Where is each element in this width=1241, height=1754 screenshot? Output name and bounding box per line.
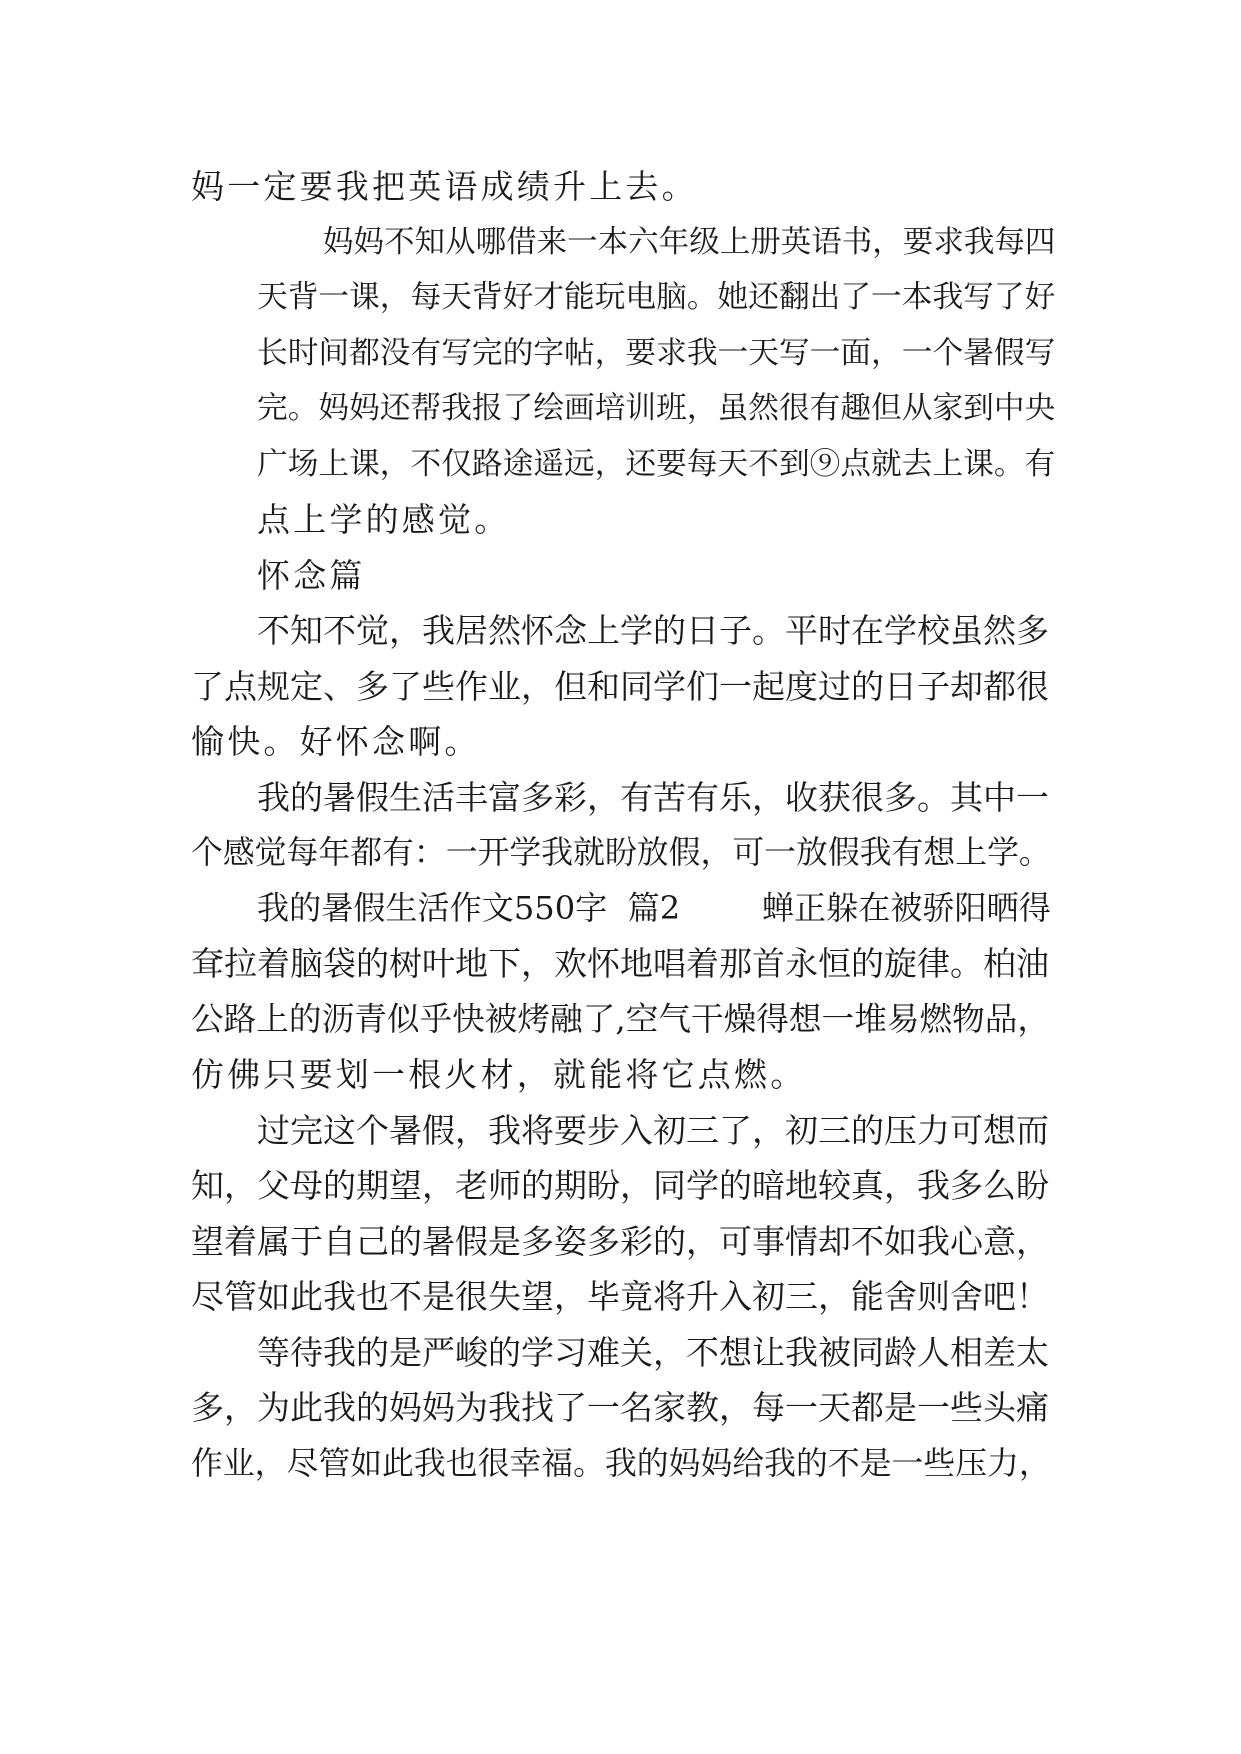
- paragraph-7: [191, 1325, 1051, 1492]
- text-line: 愉快。好怀念啊。: [191, 722, 481, 761]
- paragraph-6: [191, 1103, 1051, 1325]
- text-line: 仿佛只要划一根火材，就能将它点燃。: [191, 1055, 807, 1094]
- text-line: 天背一课，每天背好才能玩电脑。她还翻出了一本我写了好: [257, 279, 1056, 315]
- text-line: 等待我的是严峻的学习难关，不想让我被同龄人相差太: [257, 1332, 1049, 1372]
- paragraph-2: [191, 215, 1056, 548]
- text-line: 长时间都没有写完的字帖，要求我一天写一面，一个暑假写: [257, 334, 1056, 371]
- text-line: 我的暑假生活丰富多彩，有苦有乐，收获很多。其中一: [257, 777, 1049, 817]
- text-line: 多，为此我的妈妈为我找了一名家教，每一天都是一些头痛: [191, 1388, 1049, 1427]
- text-line: 妈妈不知从哪借来一本六年级上册英语书，要求我每四: [323, 224, 1056, 260]
- document-body: [191, 159, 1056, 1491]
- text-line: 了点规定、多了些作业，但和同学们一起度过的日子却都很: [191, 666, 1049, 706]
- text-line: 广场上课，不仅路途遥远，还要每天不到⑨点就去上课。有: [257, 445, 1056, 482]
- text-line: 点上学的感觉。: [257, 500, 511, 539]
- text-line: 望着属于自己的暑假是多姿多彩的，可事情却不如我心意，: [191, 1221, 1049, 1261]
- text-line: 妈一定要我把英语成绩升上去。: [191, 167, 698, 206]
- text-line: 知，父母的期望，老师的期盼，同学的暗地较真，我多么盼: [191, 1166, 1049, 1205]
- paragraph-4: [191, 770, 1051, 881]
- text-line: 作业，尽管如此我也很幸福。我的妈妈给我的不是一些压力，: [191, 1443, 1051, 1482]
- paragraph-3: [191, 603, 1051, 770]
- section-heading-text: 怀念篇: [257, 555, 366, 595]
- paragraph-1: [191, 159, 1051, 215]
- text-line: 尽管如此我也不是很失望，毕竟将升入初三，能舍则舍吧！: [191, 1277, 1049, 1316]
- text-line: 公路上的沥青似乎快被烤融了,空气干燥得想一堆易燃物品，: [191, 999, 1051, 1038]
- text-line: 过完这个暑假，我将要步入初三了，初三的压力可想而: [257, 1110, 1049, 1150]
- text-line: 我的暑假生活作文550字 篇2 蝉正躲在被骄阳晒得: [257, 888, 1051, 927]
- text-line: 耷拉着脑袋的树叶地下，欢怀地唱着那首永恒的旋律。柏油: [191, 944, 1049, 983]
- text-line: 完。妈妈还帮我报了绘画培训班，虽然很有趣但从家到中央: [257, 390, 1056, 426]
- section-heading: [191, 548, 1051, 604]
- paragraph-5: [191, 881, 1051, 1103]
- text-line: 个感觉每年都有：一开学我就盼放假，可一放假我有想上学。: [191, 833, 1051, 871]
- text-line: 不知不觉，我居然怀念上学的日子。平时在学校虽然多: [257, 611, 1049, 650]
